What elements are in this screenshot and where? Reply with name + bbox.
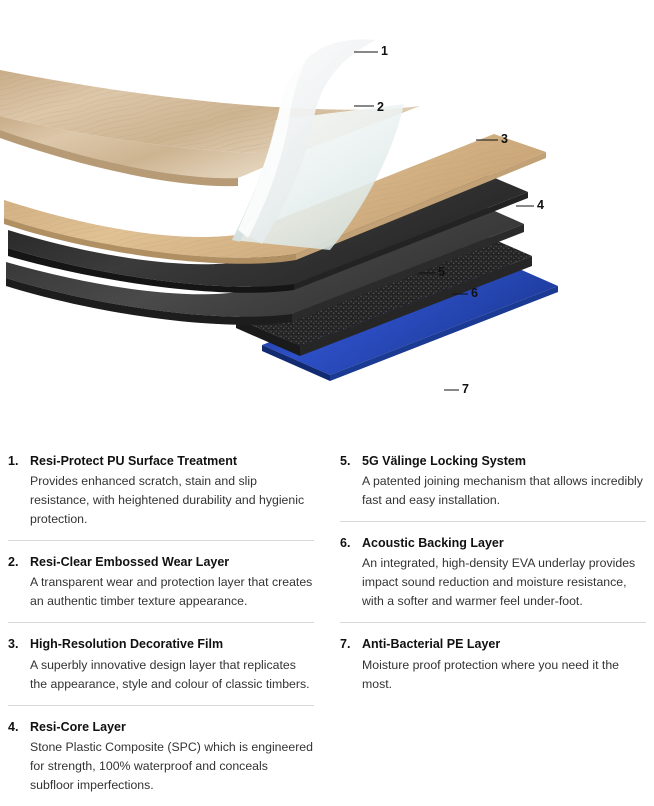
item-number: 1. [8,454,19,468]
callout-5: 5 [438,265,446,279]
item-body [30,553,314,611]
item-description: Moisture proof protection where you need it the most. [362,657,620,691]
item-body [30,452,314,529]
list-item [340,440,646,522]
item-body [362,635,646,693]
item-title: High-Resolution Decorative Film [30,637,224,652]
item-title: Resi-Clear Embossed Wear Layer [30,555,230,570]
item-number: 4. [8,719,19,734]
list-item [8,706,314,806]
list-item [8,623,314,705]
layer-descriptions [0,440,654,806]
callout-2: 2 [377,100,385,114]
item-title: Resi-Protect PU Surface Treatment [30,454,238,468]
callout-7: 7 [462,382,470,396]
descriptions-right-column [340,440,646,806]
item-body [362,534,646,611]
list-item [340,623,646,704]
item-title: 5G Välinge Locking System [362,454,526,468]
item-title: Resi-Core Layer [30,719,126,734]
item-number: 2. [8,555,19,570]
item-description: An integrated, high-density EVA underlay provides impact sound reduction and moisture resistance, with a softer and warmer feel under-foot. [362,556,636,609]
item-number: 7. [340,637,351,652]
list-item [340,522,646,623]
item-number: 5. [340,454,351,468]
item-description: A patented joining mechanism that allows incredibly fast and easy installation. [362,474,643,508]
callout-4: 4 [537,198,545,212]
list-item [8,440,314,541]
item-description: A transparent wear and protection layer that creates an authentic timber texture appearance. [30,575,313,609]
callout-3: 3 [501,132,509,146]
item-title: Acoustic Backing Layer [362,536,504,551]
item-body [30,718,314,795]
item-body [362,452,646,510]
item-title: Anti-Bacterial PE Layer [362,637,501,652]
callout-6: 6 [471,286,479,300]
callout-1: 1 [381,44,389,58]
list-item [8,541,314,623]
item-body [30,635,314,693]
descriptions-left-column [8,440,314,806]
item-description: A superbly innovative design layer that replicates the appearance, style and colour of classic timbers. [30,657,310,691]
item-number: 3. [8,637,19,652]
item-description: Stone Plastic Composite (SPC) which is engineered for strength, 100% waterproof and conceals subfloor imperfections. [30,739,313,792]
item-description: Provides enhanced scratch, stain and slip resistance, with heightened durability and hygienic protection. [30,474,305,527]
item-number: 6. [340,536,351,551]
